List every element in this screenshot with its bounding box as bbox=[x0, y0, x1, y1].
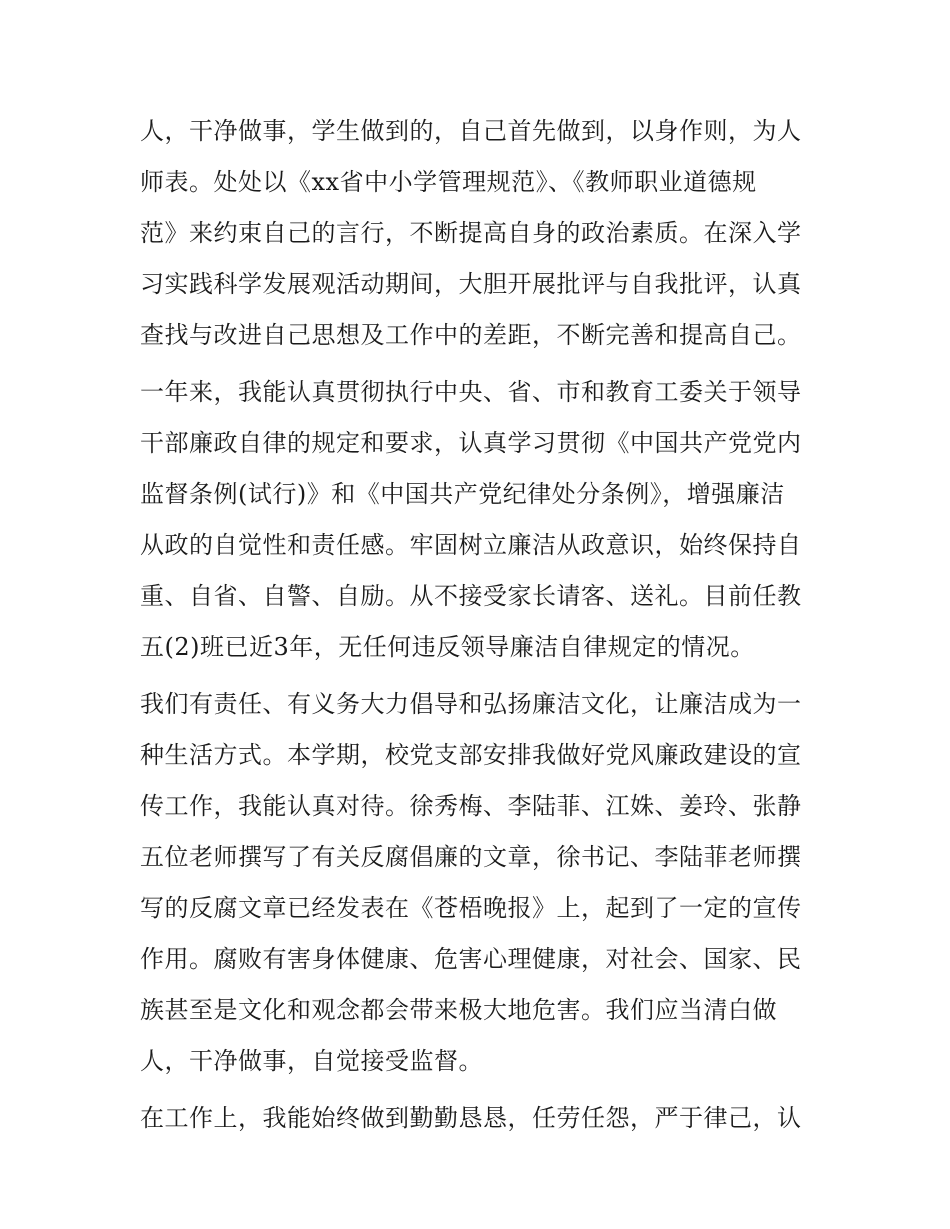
text-line: 干部廉政自律的规定和要求，认真学习贯彻《中国共产党党内 bbox=[140, 429, 802, 457]
paragraph-2 bbox=[140, 367, 820, 673]
text-line: 五(2)班已近3年，无任何违反领导廉洁自律规定的情况。 bbox=[140, 633, 755, 661]
paragraph-4 bbox=[140, 1093, 820, 1144]
text-line: 写的反腐文章已经发表在《苍梧晚报》上，起到了一定的宣传 bbox=[140, 894, 802, 922]
text-line: 师表。处处以《xx省中小学管理规范》、《教师职业道德规 bbox=[140, 168, 757, 196]
paragraph-3 bbox=[140, 679, 820, 1087]
text-line: 传工作，我能认真对待。徐秀梅、李陆菲、江姝、姜玲、张静 bbox=[140, 792, 802, 820]
body-text bbox=[140, 106, 820, 1150]
text-line: 五位老师撰写了有关反腐倡廉的文章，徐书记、李陆菲老师撰 bbox=[140, 843, 802, 871]
text-line: 一年来，我能认真贯彻执行中央、省、市和教育工委关于领导 bbox=[140, 378, 802, 406]
text-line: 作用。腐败有害身体健康、危害心理健康，对社会、国家、民 bbox=[140, 945, 802, 973]
text-line: 查找与改进自己思想及工作中的差距，不断完善和提高自己。 bbox=[140, 321, 802, 349]
text-line: 人，干净做事，自觉接受监督。 bbox=[140, 1047, 483, 1075]
text-line: 我们有责任、有义务大力倡导和弘扬廉洁文化，让廉洁成为一 bbox=[140, 690, 802, 718]
text-line: 重、自省、自警、自励。从不接受家长请客、送礼。目前任教 bbox=[140, 582, 802, 610]
text-line: 从政的自觉性和责任感。牢固树立廉洁从政意识，始终保持自 bbox=[140, 531, 802, 559]
paragraph-1 bbox=[140, 106, 820, 361]
text-line: 在工作上，我能始终做到勤勤恳恳，任劳任怨，严于律己，认 bbox=[140, 1104, 802, 1132]
text-line: 种生活方式。本学期，校党支部安排我做好党风廉政建设的宣 bbox=[140, 741, 802, 769]
text-line: 监督条例(试行)》和《中国共产党纪律处分条例》，增强廉洁 bbox=[140, 480, 785, 508]
text-line: 习实践科学发展观活动期间，大胆开展批评与自我批评，认真 bbox=[140, 270, 802, 298]
text-line: 人，干净做事，学生做到的，自己首先做到，以身作则，为人 bbox=[140, 117, 802, 145]
text-line: 范》来约束自己的言行，不断提高自身的政治素质。在深入学 bbox=[140, 219, 802, 247]
text-line: 族甚至是文化和观念都会带来极大地危害。我们应当清白做 bbox=[140, 996, 777, 1024]
